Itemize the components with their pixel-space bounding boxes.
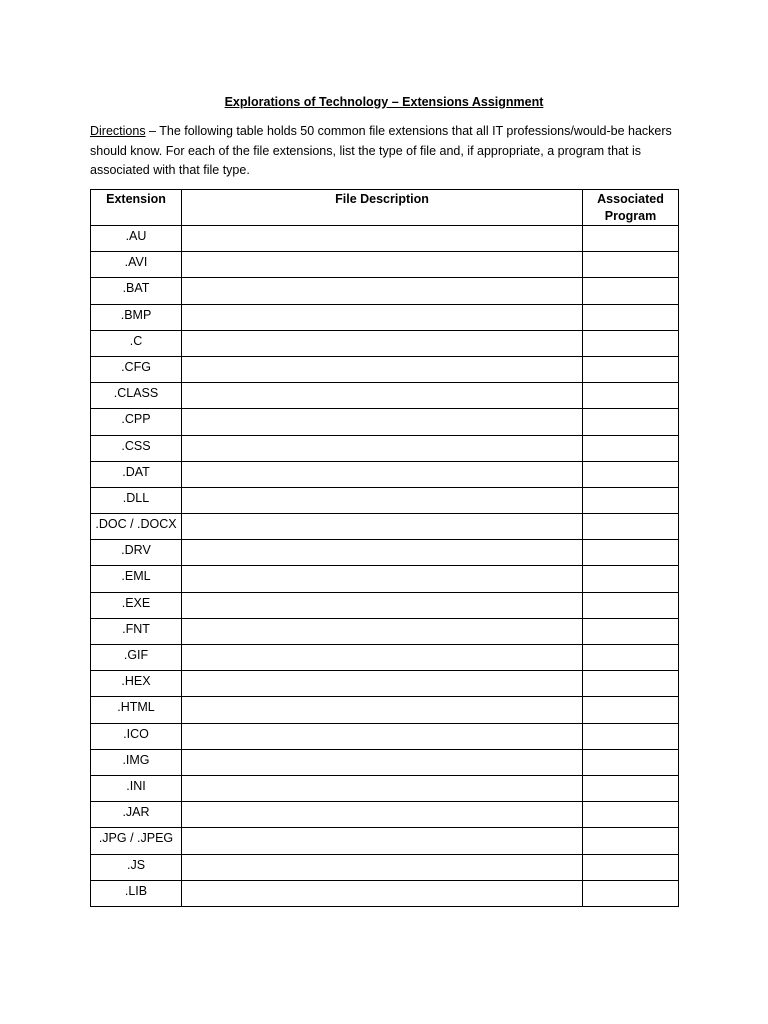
extension-cell: .INI [91, 775, 182, 801]
file-description-cell[interactable] [182, 645, 583, 671]
file-description-cell[interactable] [182, 461, 583, 487]
file-description-cell[interactable] [182, 383, 583, 409]
table-row [91, 880, 679, 906]
extension-cell: .ICO [91, 723, 182, 749]
table-row [91, 226, 679, 252]
directions-paragraph [90, 122, 680, 181]
associated-program-cell[interactable] [583, 409, 679, 435]
extension-cell: .CSS [91, 435, 182, 461]
table-row [91, 618, 679, 644]
associated-program-cell[interactable] [583, 697, 679, 723]
file-description-cell[interactable] [182, 330, 583, 356]
table-row [91, 304, 679, 330]
table-row [91, 487, 679, 513]
table-row [91, 671, 679, 697]
directions-label: Directions [90, 124, 146, 138]
associated-program-cell[interactable] [583, 854, 679, 880]
file-description-cell[interactable] [182, 697, 583, 723]
extension-cell: .IMG [91, 749, 182, 775]
associated-program-cell[interactable] [583, 330, 679, 356]
extension-cell: .GIF [91, 645, 182, 671]
table-row [91, 828, 679, 854]
associated-program-cell[interactable] [583, 356, 679, 382]
table-row [91, 383, 679, 409]
table-row [91, 723, 679, 749]
file-description-cell[interactable] [182, 749, 583, 775]
file-description-cell[interactable] [182, 540, 583, 566]
associated-program-cell[interactable] [583, 828, 679, 854]
table-header-row [91, 190, 679, 226]
associated-program-cell[interactable] [583, 252, 679, 278]
associated-program-cell[interactable] [583, 749, 679, 775]
associated-program-cell[interactable] [583, 671, 679, 697]
extension-cell: .AVI [91, 252, 182, 278]
extension-cell: .DAT [91, 461, 182, 487]
file-description-cell[interactable] [182, 671, 583, 697]
table-row [91, 330, 679, 356]
header-program-line2: Program [604, 209, 657, 223]
associated-program-cell[interactable] [583, 514, 679, 540]
table-row [91, 854, 679, 880]
table-row [91, 514, 679, 540]
file-description-cell[interactable] [182, 566, 583, 592]
file-description-cell[interactable] [182, 435, 583, 461]
file-description-cell[interactable] [182, 487, 583, 513]
file-description-cell[interactable] [182, 854, 583, 880]
header-file-description: File Description [182, 190, 583, 226]
associated-program-cell[interactable] [583, 278, 679, 304]
file-description-cell[interactable] [182, 802, 583, 828]
extension-cell: .BMP [91, 304, 182, 330]
associated-program-cell[interactable] [583, 775, 679, 801]
table-row [91, 566, 679, 592]
associated-program-cell[interactable] [583, 226, 679, 252]
associated-program-cell[interactable] [583, 802, 679, 828]
extension-cell: .BAT [91, 278, 182, 304]
table-row [91, 802, 679, 828]
table-body [91, 226, 679, 907]
table-row [91, 356, 679, 382]
extension-cell: .LIB [91, 880, 182, 906]
header-associated-program [583, 190, 679, 226]
associated-program-cell[interactable] [583, 880, 679, 906]
extension-cell: .CLASS [91, 383, 182, 409]
file-description-cell[interactable] [182, 409, 583, 435]
associated-program-cell[interactable] [583, 540, 679, 566]
associated-program-cell[interactable] [583, 645, 679, 671]
associated-program-cell[interactable] [583, 723, 679, 749]
extension-cell: .JS [91, 854, 182, 880]
extension-cell: .EXE [91, 592, 182, 618]
extension-cell: .HEX [91, 671, 182, 697]
extension-cell: .CFG [91, 356, 182, 382]
extension-cell: .DRV [91, 540, 182, 566]
file-description-cell[interactable] [182, 723, 583, 749]
table-row [91, 775, 679, 801]
extension-cell: .DOC / .DOCX [91, 514, 182, 540]
extension-cell: .EML [91, 566, 182, 592]
associated-program-cell[interactable] [583, 461, 679, 487]
associated-program-cell[interactable] [583, 566, 679, 592]
associated-program-cell[interactable] [583, 435, 679, 461]
file-description-cell[interactable] [182, 514, 583, 540]
associated-program-cell[interactable] [583, 592, 679, 618]
extensions-table [90, 189, 679, 907]
extension-cell: .DLL [91, 487, 182, 513]
directions-text: – The following table holds 50 common file extensions that all IT professions/would-be hackers should know. For each of the file extensions, list the type of file and, if appropriate, a program that is associated with that file type. [90, 124, 672, 177]
extension-cell: .HTML [91, 697, 182, 723]
table-row [91, 409, 679, 435]
table-row [91, 749, 679, 775]
file-description-cell[interactable] [182, 252, 583, 278]
file-description-cell[interactable] [182, 618, 583, 644]
table-row [91, 435, 679, 461]
associated-program-cell[interactable] [583, 487, 679, 513]
table-row [91, 540, 679, 566]
extension-cell: .FNT [91, 618, 182, 644]
file-description-cell[interactable] [182, 356, 583, 382]
table-row [91, 697, 679, 723]
file-description-cell[interactable] [182, 880, 583, 906]
extension-cell: .JAR [91, 802, 182, 828]
table-row [91, 592, 679, 618]
file-description-cell[interactable] [182, 592, 583, 618]
file-description-cell[interactable] [182, 226, 583, 252]
file-description-cell[interactable] [182, 304, 583, 330]
extension-cell: .AU [91, 226, 182, 252]
header-extension: Extension [91, 190, 182, 226]
header-program-line1: Associated [597, 192, 664, 206]
file-description-cell[interactable] [182, 828, 583, 854]
associated-program-cell[interactable] [583, 618, 679, 644]
extension-cell: .CPP [91, 409, 182, 435]
file-description-cell[interactable] [182, 278, 583, 304]
table-row [91, 461, 679, 487]
associated-program-cell[interactable] [583, 304, 679, 330]
extension-cell: .JPG / .JPEG [91, 828, 182, 854]
table-row [91, 252, 679, 278]
associated-program-cell[interactable] [583, 383, 679, 409]
table-row [91, 645, 679, 671]
file-description-cell[interactable] [182, 775, 583, 801]
document-title: Explorations of Technology – Extensions Assignment [224, 95, 544, 109]
table-row [91, 278, 679, 304]
extension-cell: .C [91, 330, 182, 356]
